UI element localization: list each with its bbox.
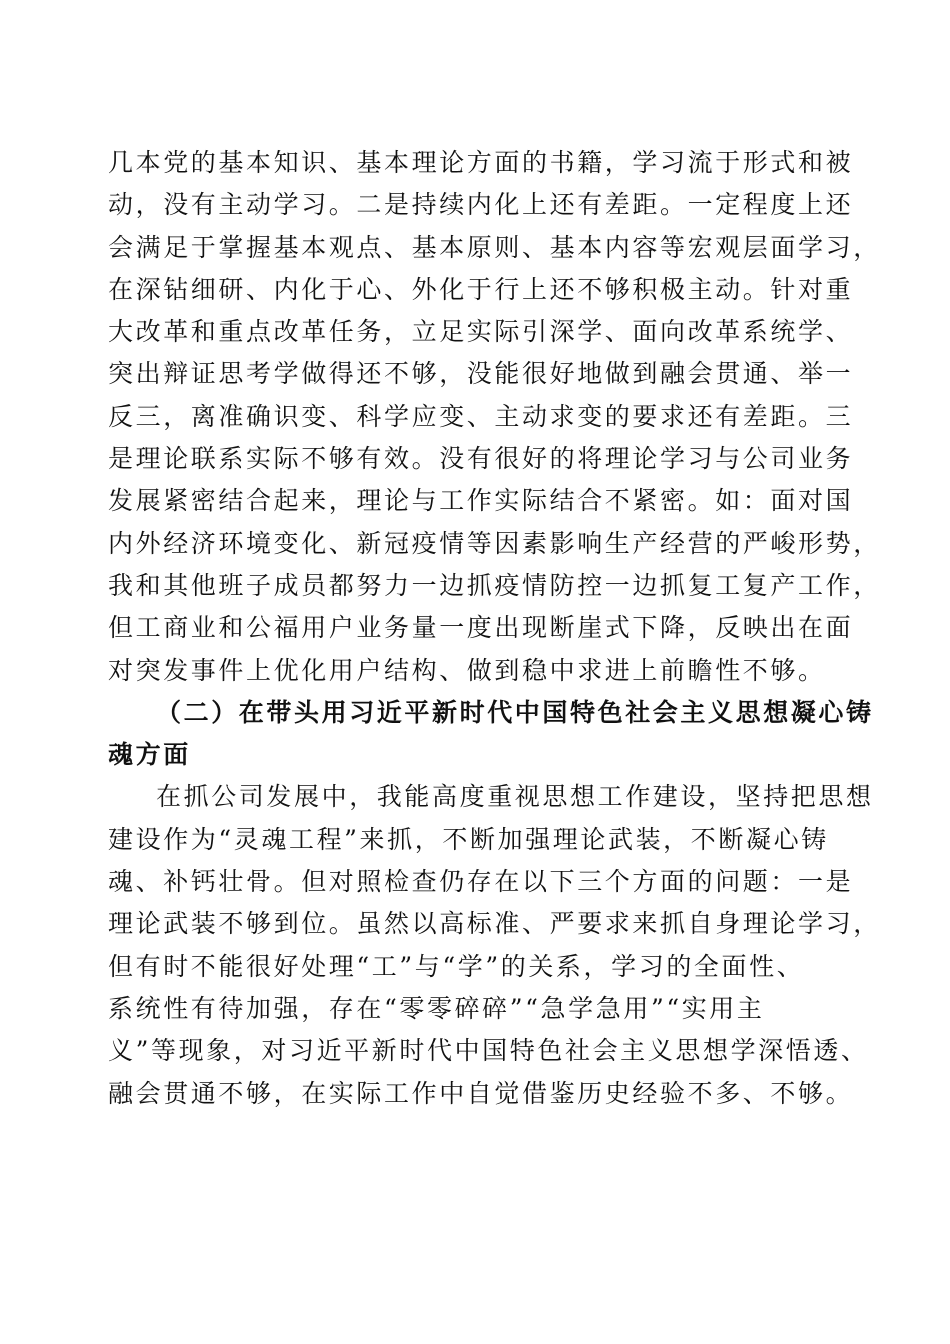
paragraph-line: 发展紧密结合起来，理论与工作实际结合不紧密。如：面对国 bbox=[108, 486, 854, 516]
paragraph-line: 会满足于掌握基本观点、基本原则、基本内容等宏观层面学习， bbox=[108, 232, 881, 262]
paragraph-line: 大改革和重点改革任务，立足实际引深学、面向改革系统学、 bbox=[108, 317, 854, 347]
paragraph-line: 融会贯通不够，在实际工作中自觉借鉴历史经验不多、不够。 bbox=[108, 1078, 854, 1108]
paragraph-line: 是理论联系实际不够有效。没有很好的将理论学习与公司业务 bbox=[108, 444, 854, 474]
paragraph-line: 但工商业和公福用户业务量一度出现断崖式下降，反映出在面 bbox=[108, 613, 854, 643]
paragraph-line: 建设作为“灵魂工程”来抓，不断加强理论武装，不断凝心铸 bbox=[108, 824, 829, 854]
paragraph-line: 动，没有主动学习。二是持续内化上还有差距。一定程度上还 bbox=[108, 190, 854, 220]
paragraph-line: 几本党的基本知识、基本理论方面的书籍，学习流于形式和被 bbox=[108, 148, 854, 177]
paragraph-line: 反三，离准确识变、科学应变、主动求变的要求还有差距。三 bbox=[108, 401, 854, 431]
paragraph-line: 我和其他班子成员都努力一边抓疫情防控一边抓复工复产工作， bbox=[108, 570, 881, 600]
paragraph-line: 在抓公司发展中，我能高度重视思想工作建设，坚持把思想 bbox=[156, 782, 874, 812]
heading-line: （二）在带头用习近平新时代中国特色社会主义思想凝心铸 bbox=[156, 697, 874, 727]
paragraph-2 bbox=[108, 776, 881, 1114]
paragraph-line: 魂、补钙壮骨。但对照检查仍存在以下三个方面的问题：一是 bbox=[108, 867, 854, 897]
paragraph-line: 对突发事件上优化用户结构、做到稳中求进上前瞻性不够。 bbox=[108, 655, 826, 685]
paragraph-line: 但有时不能很好处理“工”与“学”的关系，学习的全面性、 bbox=[108, 951, 805, 981]
section-heading bbox=[108, 692, 874, 777]
paragraph-1 bbox=[108, 142, 881, 692]
paragraph-line: 在深钻细研、内化于心、外化于行上还不够积极主动。针对重 bbox=[108, 274, 854, 304]
paragraph-line: 内外经济环境变化、新冠疫情等因素影响生产经营的严峻形势， bbox=[108, 528, 881, 558]
paragraph-line: 系统性有待加强，存在“零零碎碎”“急学急用”“实用主 bbox=[108, 993, 765, 1023]
paragraph-line: 理论武装不够到位。虽然以高标准、严要求来抓自身理论学习， bbox=[108, 909, 881, 939]
document-body bbox=[108, 142, 881, 1115]
heading-line: 魂方面 bbox=[108, 740, 191, 770]
paragraph-line: 义”等现象，对习近平新时代中国特色社会主义思想学深悟透、 bbox=[108, 1036, 869, 1066]
paragraph-line: 突出辩证思考学做得还不够，没能很好地做到融会贯通、举一 bbox=[108, 359, 854, 389]
